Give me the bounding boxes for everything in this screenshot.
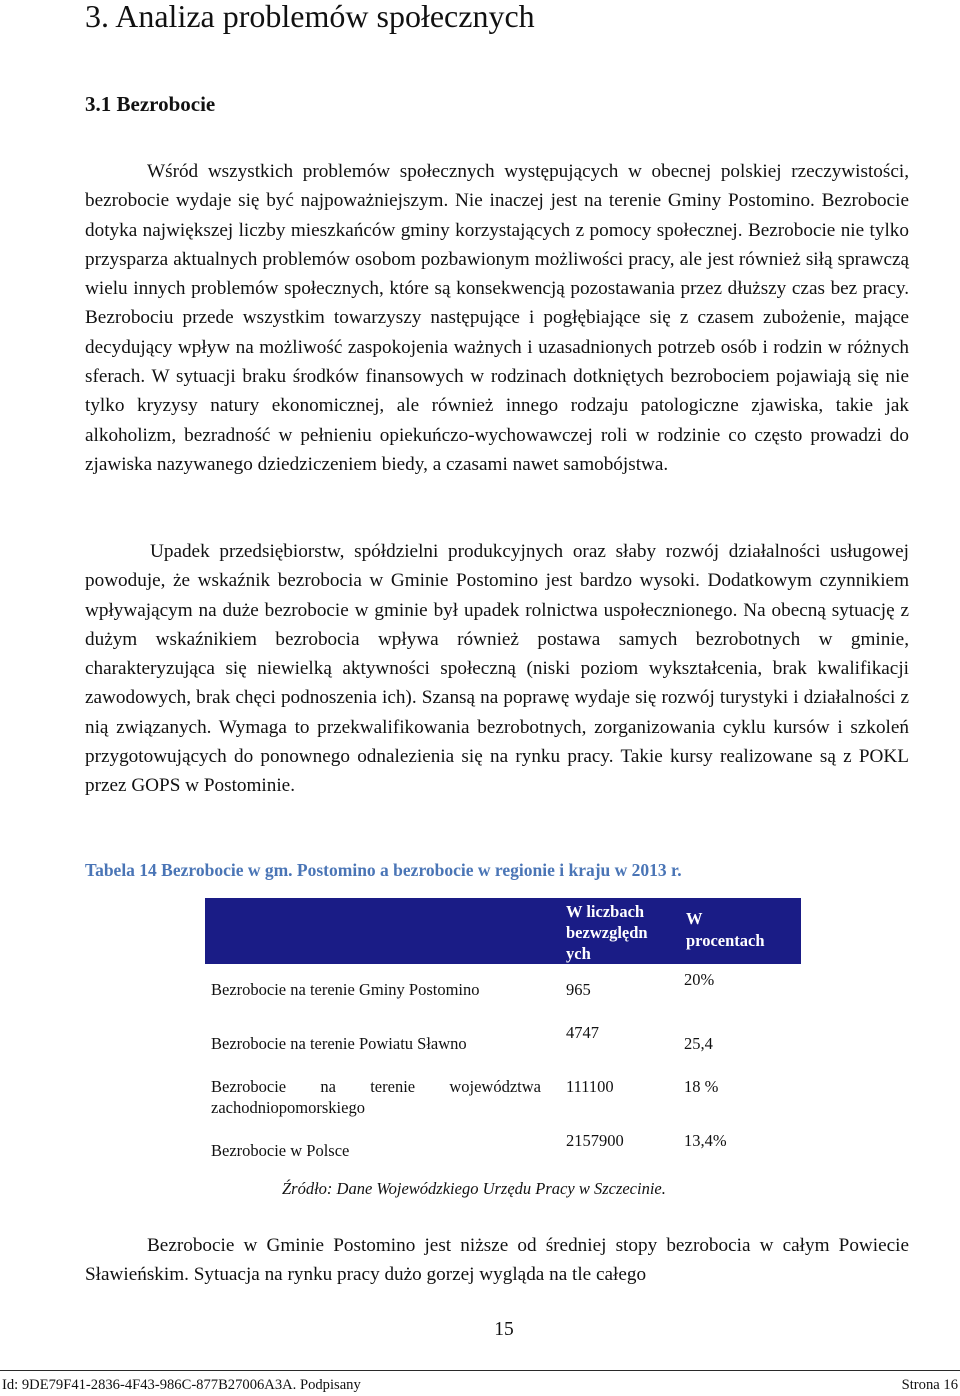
section-title: 3.1 Bezrobocie: [85, 92, 216, 116]
page-number: 15: [494, 1319, 514, 1340]
header-absolute-line: W liczbach: [566, 902, 645, 921]
row-percent-value: 25,4: [684, 1034, 713, 1053]
row-label: Bezrobocie w Polsce: [211, 1141, 350, 1160]
row-absolute-value: 2157900: [566, 1131, 624, 1150]
row-label: Bezrobocie na terenie Gminy Postomino: [211, 980, 480, 999]
paragraph-comparison: Bezrobocie w Gminie Postomino jest niższe od średniej stopy bezrobocia w całym Powiecie Sławieńskim. Sytuacja na rynku pracy dużo gorzej wygląda na tle całego: [85, 1235, 909, 1286]
table-caption: Tabela 14 Bezrobocie w gm. Postomino a bezrobocie w regionie i kraju w 2013 r.: [85, 860, 682, 880]
row-absolute-value: 4747: [566, 1023, 599, 1042]
row-absolute-value: 965: [566, 980, 591, 999]
row-percent-value: 13,4%: [684, 1131, 727, 1150]
header-percent-line: procentach: [686, 931, 765, 950]
header-percent: [686, 908, 796, 952]
table-header: [205, 898, 801, 964]
header-absolute-numbers: [566, 901, 670, 964]
row-absolute-value: 111100: [566, 1077, 614, 1096]
footer-page-indicator: Strona 16: [901, 1377, 958, 1393]
table-row: [205, 1128, 801, 1180]
paragraph-unemployment-causes: Upadek przedsiębiorstw, spółdzielni produkcyjnych oraz słaby rozwój działalności usługowej powoduje, że wskaźnik bezrobocia w Gminie Postomino jest bardzo wysoki. Dodatkowym czynnikiem wpływającym na duże bezrobocie w gminie był upadek rolnictwa uspołecznionego. Na obecną sytuację z dużym wskaźnikiem bezrobocia wpływa również postawa samych bezrobotnych w gminie, charakteryzująca się niewielką aktywności społeczną (niski poziom wykształcenia, brak kwalifikacji zawodowych, brak chęci podnoszenia ich). Szansą na poprawę wydaje się rozwój turystyki i działalności z nią związanych. Wymaga to przekwalifikowania bezrobotnych, zorganizowania cyklu kursów i szkoleń przygotowujących do ponownego odnalezienia się na rynku pracy. Takie kursy realizowane są z POKL przez GOPS w Postominie.: [85, 541, 909, 797]
footer-document-id: Id: 9DE79F41-2836-4F43-986C-877B27006A3A. Podpisany: [2, 1377, 361, 1393]
unemployment-table: [205, 898, 801, 1160]
row-percent-value: 18 %: [684, 1077, 719, 1096]
row-label: Bezrobocie na terenie województwa zachodniopomorskiego: [211, 1077, 541, 1117]
page-title: 3. Analiza problemów społecznych: [85, 0, 535, 34]
header-percent-line: W: [686, 909, 703, 928]
header-absolute-line: bezwzględn: [566, 923, 648, 942]
footer-divider: [0, 1370, 960, 1371]
table-row: [205, 1016, 801, 1074]
row-label: Bezrobocie na terenie Powiatu Sławno: [211, 1034, 467, 1053]
header-absolute-line: ych: [566, 944, 591, 963]
table-source-note: Źródło: Dane Wojewódzkiego Urzędu Pracy w Szczecinie.: [282, 1179, 666, 1198]
table-row: [205, 966, 801, 1016]
row-percent-value: 20%: [684, 970, 715, 989]
paragraph-unemployment-intro: Wśród wszystkich problemów społecznych występujących w obecnej polskiej rzeczywistości, bezrobocie wydaje się być najpoważniejszym. Nie inaczej jest na terenie Gminy Postomino. Bezrobocie dotyka największej liczby mieszkańców gminy korzystających z pomocy społecznej. Bezrobocie nie tylko przysparza aktualnych problemów osobom pozbawionym możliwości pracy, ale jest również siłą sprawczą wielu innych problemów społecznych, które są konsekwencją pozostawania przez dłuższy czas bez pracy. Bezrobociu przede wszystkim towarzyszy następujące i pogłębiające się z czasem zubożenie, mające decydujący wpływ na możliwość zaspokojenia ważnych i uzasadnionych potrzeb osób i rodzin w różnych sferach. W sytuacji braku środków finansowych w rodzinach dotkniętych bezrobociem pojawiają się nie tylko kryzysy natury ekonomicznej, ale również innego rodzaju patologiczne zjawiska, takie jak alkoholizm, bezradność w pełnieniu opiekuńczo-wychowawczej roli w rodzinie co często prowadzi do zjawiska nazywanego dziedziczeniem biedy, a czasami nawet samobójstwa.: [85, 161, 909, 475]
table-row: [205, 1074, 801, 1132]
